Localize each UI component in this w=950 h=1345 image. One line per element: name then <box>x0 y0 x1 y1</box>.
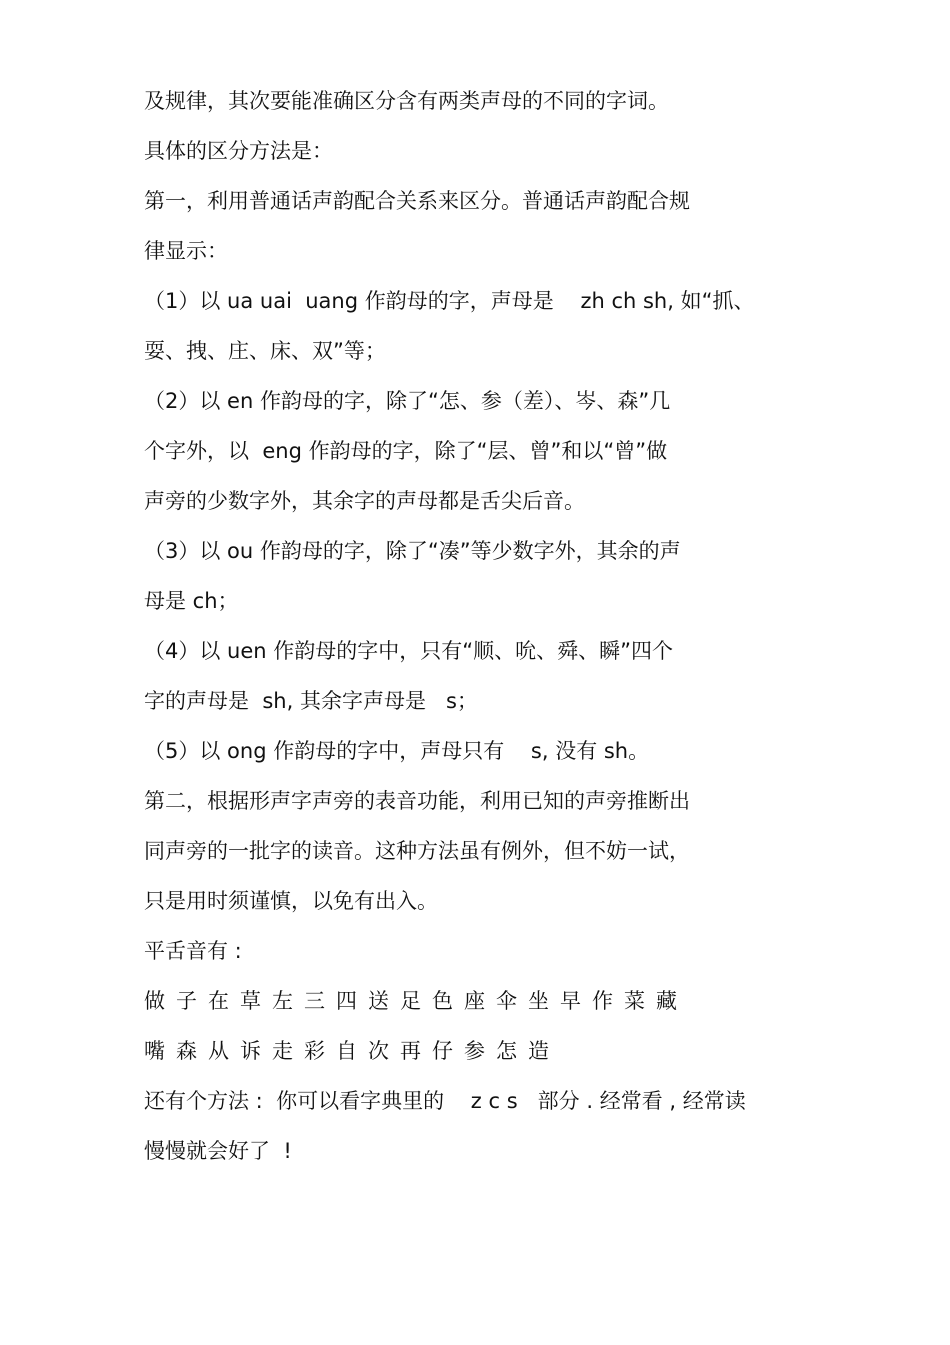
text-line-14: （5）以 ong 作韵母的字中，声母只有 s, 没有 sh。 <box>144 739 650 763</box>
text-line-15: 第二，根据形声字声旁的表音功能，利用已知的声旁推断出 <box>144 789 690 813</box>
text-line-19: 做子在草左三四送足色座伞坐早作菜藏 <box>144 989 688 1013</box>
text-line-2: 具体的区分方法是： <box>144 139 333 163</box>
text-line-5: （1）以 ua uai uang 作韵母的字，声母是 zh ch sh, 如“抓、 <box>144 289 755 313</box>
text-line-4: 律显示： <box>144 239 228 263</box>
text-line-13: 字的声母是 sh, 其余字声母是 s； <box>144 689 478 713</box>
text-line-18: 平舌音有 : <box>144 939 242 963</box>
text-line-16: 同声旁的一批字的读音。这种方法虽有例外，但不妨一试， <box>144 839 690 863</box>
text-line-21: 还有个方法 : 你可以看字典里的 z c s 部分 . 经常看 , 经常读 <box>144 1089 746 1113</box>
text-line-10: （3）以 ou 作韵母的字，除了“凑”等少数字外，其余的声 <box>144 539 681 563</box>
text-line-1: 及规律，其次要能准确区分含有两类声母的不同的字词。 <box>144 89 669 113</box>
text-line-7: （2）以 en 作韵母的字，除了“怎、参（差）、岑、森”几 <box>144 389 671 413</box>
text-line-11: 母是 ch； <box>144 589 239 613</box>
text-line-12: （4）以 uen 作韵母的字中，只有“顺、吮、舜、瞬”四个 <box>144 639 674 663</box>
text-line-3: 第一，利用普通话声韵配合关系来区分。普通话声韵配合规 <box>144 189 690 213</box>
text-line-22: 慢慢就会好了 ! <box>144 1139 292 1163</box>
text-line-17: 只是用时须谨慎，以免有出入。 <box>144 889 438 913</box>
text-line-20: 嘴森从诉走彩自次再仔参怎造 <box>144 1039 560 1063</box>
text-line-6: 耍、拽、庄、床、双”等； <box>144 339 386 363</box>
text-line-8: 个字外，以 eng 作韵母的字，除了“层、曾”和以“曾”做 <box>144 439 668 463</box>
text-line-9: 声旁的少数字外，其余字的声母都是舌尖后音。 <box>144 489 585 513</box>
